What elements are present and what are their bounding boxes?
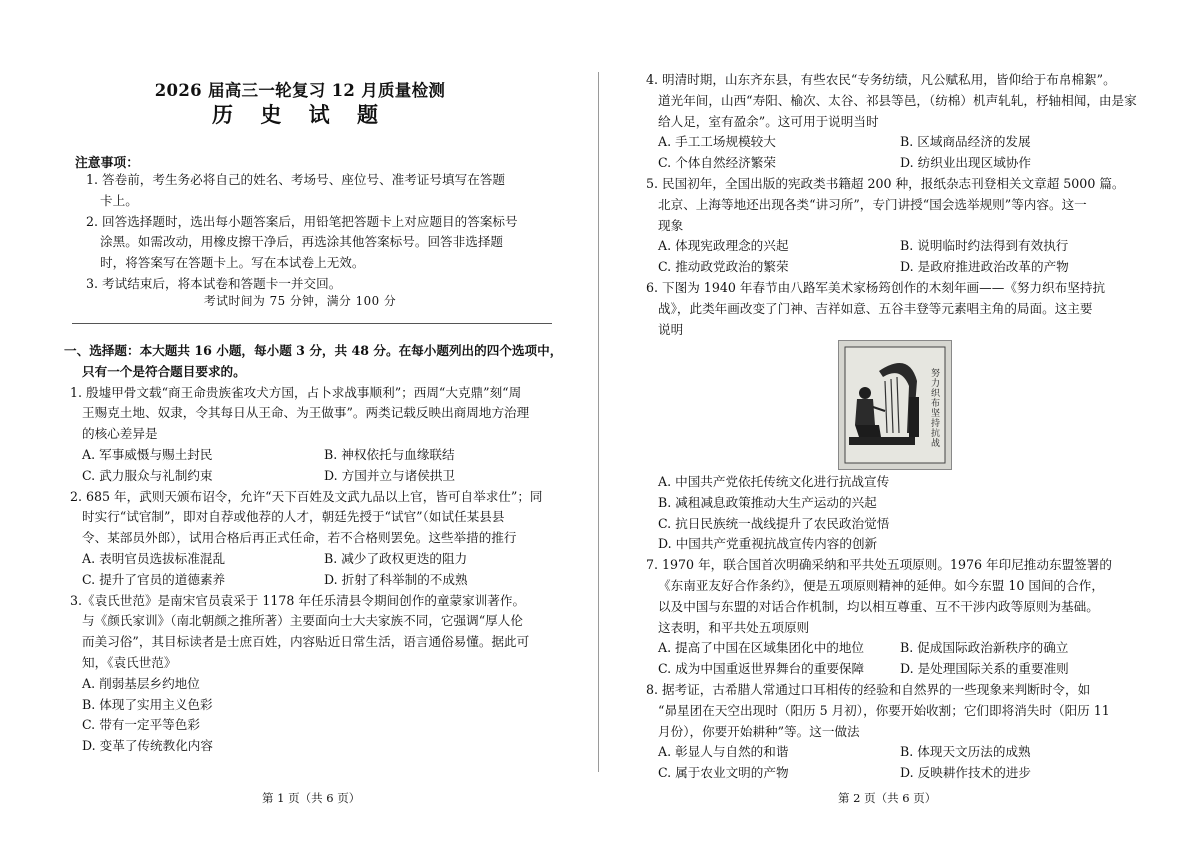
left-column-questions <box>64 341 563 757</box>
q1-option-d[interactable]: D. 方国并立与诸侯拱卫 <box>324 467 455 483</box>
note-line: 1. 答卷前，考生务必将自己的姓名、考场号、座位号、准考证号填写在答题 <box>86 172 506 187</box>
page-number-right: 第 2 页（共 6 页） <box>838 791 937 805</box>
woodcut-caption: 努力织布 坚持抗战 <box>931 369 941 449</box>
q4-option-b[interactable]: B. 区域商品经济的发展 <box>900 134 1031 150</box>
notes-list <box>70 170 560 295</box>
q5-option-c[interactable]: C. 推动政党政治的繁荣 <box>658 259 789 275</box>
right-column-questions-top <box>646 70 1146 340</box>
page-number-left: 第 1 页（共 6 页） <box>262 791 361 805</box>
q1-stem-line: 的核心差异是 <box>82 426 158 442</box>
q7-stem-line: 这表明，和平共处五项原则 <box>658 619 810 635</box>
q8-option-c[interactable]: C. 属于农业文明的产物 <box>658 765 789 781</box>
q2-stem-line: 2. 685 年，武则天颁布诏令，允许“天下百姓及文武九品以上官，皆可自举求仕”；同 <box>70 488 543 504</box>
q1-option-b[interactable]: B. 神权依托与血缘联结 <box>324 446 455 462</box>
q7-options-row <box>646 659 1146 680</box>
q1-stem-line: 王赐克土地、奴隶，令其每日从王命、为王做事”。两类记载反映出商周地方治理 <box>82 405 530 421</box>
q2-option-b[interactable]: B. 减少了政权更迭的阻力 <box>324 550 468 566</box>
q5-stem-line: 北京、上海等地还出现各类“讲习所”，专门讲授“国会选举规则”等内容。这一 <box>658 196 1087 212</box>
q6-option-c[interactable]: C. 抗日民族统一战线提升了农民政治觉悟 <box>658 515 890 531</box>
section-heading-cont: 只有一个是符合题目要求的。 <box>82 363 246 379</box>
q3-option-a[interactable]: A. 削弱基层乡约地位 <box>82 675 200 691</box>
q3-stem-line: 知，《袁氏世范》 <box>82 654 177 670</box>
q5-stem-line: 5. 民国初年，全国出版的宪政类书籍超 200 种，报纸杂志刊登相关文章超 5000 篇。 <box>646 175 1125 191</box>
q7-option-b[interactable]: B. 促成国际政治新秩序的确立 <box>900 640 1069 656</box>
notes-heading: 注意事项： <box>75 156 139 171</box>
q1-option-c[interactable]: C. 武力服众与礼制约束 <box>82 467 213 483</box>
q7-option-a[interactable]: A. 提高了中国在区域集团化中的地位 <box>658 640 865 656</box>
q5-stem-line: 现象 <box>658 217 684 233</box>
subject-title: 历 史 试 题 <box>212 102 388 127</box>
q8-option-b[interactable]: B. 体现天文历法的成熟 <box>900 744 1031 760</box>
exam-title: 2026 届高三一轮复习 12 月质量检测 <box>154 81 446 100</box>
q3-option-d[interactable]: D. 变革了传统教化内容 <box>82 738 213 754</box>
q7-option-c[interactable]: C. 成为中国重返世界舞台的重要保障 <box>658 661 865 677</box>
exam-duration: 考试时间为 75 分钟，满分 100 分 <box>203 294 397 308</box>
q3-stem-line: 与《颜氏家训》（南北朝颜之推所著）主要面向士大夫家族不同，它强调“厚人伦 <box>82 613 523 629</box>
q2-option-d[interactable]: D. 折射了科举制的不成熟 <box>324 571 468 587</box>
q8-stem-line: “昴星团在天空出现时（阳历 5 月初），你要开始收割；它们即将消失时（阳历 11 <box>658 702 1110 718</box>
q3-stem-line: 而美习俗”，其目标读者是士庶百姓，内容贴近日常生活，语言通俗易懂。据此可 <box>82 634 530 650</box>
q4-options-row <box>646 132 1146 153</box>
q4-stem-line: 4. 明清时期，山东齐东县，有些农民“专务纺绩，凡公赋私用，皆仰给于布帛棉絮”。 <box>646 72 1116 87</box>
q2-option-c[interactable]: C. 提升了官员的道德素养 <box>82 571 226 587</box>
q2-stem-line: 令、某部员外郎），试用合格后再正式任命，若不合格则罢免。这些举措的推行 <box>82 530 517 546</box>
note-line: 卡上。 <box>100 192 138 208</box>
note-line: 时，将答案写在答题卡上。写在本试卷上无效。 <box>100 255 365 271</box>
q7-stem-line: 7. 1970 年，联合国首次明确采纳和平共处五项原则。1976 年印尼推动东盟签署的 <box>646 557 1112 573</box>
q2-stem-line: 时实行“试官制”，即对自荐或他荐的人才，朝廷先授于“试官”（如试任某县县 <box>82 509 505 525</box>
q7-stem-line: 《东南亚友好合作条约》，便是五项原则精神的延伸。如今东盟 10 国间的合作， <box>658 577 1104 593</box>
q5-option-a[interactable]: A. 体现宪政理念的兴起 <box>658 238 789 254</box>
q7-option-d[interactable]: D. 是处理国际关系的重要准则 <box>900 661 1069 677</box>
q8-options-row <box>646 763 1146 784</box>
q5-options-row <box>646 236 1146 257</box>
q3-option-c[interactable]: C. 带有一定平等色彩 <box>82 717 200 733</box>
q1-options-row <box>70 445 560 466</box>
q4-stem-line: 给人足，室有盈余”。这可用于说明当时 <box>658 113 879 129</box>
q4-option-c[interactable]: C. 个体自然经济繁荣 <box>658 155 776 171</box>
q2-options-row <box>70 549 560 570</box>
q6-option-d[interactable]: D. 中国共产党重视抗战宣传内容的创新 <box>658 536 878 552</box>
q1-option-a[interactable]: A. 军事威慑与赐土封民 <box>82 446 213 462</box>
q4-option-a[interactable]: A. 手工工场规模较大 <box>658 134 776 150</box>
q8-option-d[interactable]: D. 反映耕作技术的进步 <box>900 765 1031 781</box>
woodcut-image <box>838 340 952 470</box>
q8-options-row <box>646 742 1146 763</box>
q8-stem-line: 月份），你要开始耕种”等。这一做法 <box>658 723 860 739</box>
q5-option-b[interactable]: B. 说明临时约法得到有效执行 <box>900 238 1069 254</box>
q2-option-a[interactable]: A. 表明官员选拔标准混乱 <box>82 550 226 566</box>
q6-option-a[interactable]: A. 中国共产党依托传统文化进行抗战宣传 <box>658 474 890 489</box>
q5-option-d[interactable]: D. 是政府推进政治改革的产物 <box>900 259 1069 275</box>
note-line: 涂黑。如需改动，用橡皮擦干净后，再选涂其他答案标号。回答非选择题 <box>100 234 503 250</box>
q8-option-a[interactable]: A. 彰显人与自然的和谐 <box>658 744 789 760</box>
q6-stem-line: 6. 下图为 1940 年春节由八路军美术家杨筠创作的木刻年画——《努力织布坚持抗 <box>646 279 1106 295</box>
right-column-questions-bottom <box>646 472 1146 784</box>
q7-stem-line: 以及中国与东盟的对话合作机制，均以相互尊重、互不干涉内政等原则为基础。 <box>658 598 1099 614</box>
q4-options-row <box>646 153 1146 174</box>
q4-stem-line: 道光年间，山西“寿阳、榆次、太谷、祁县等邑，（纺棉）机声轧轧，杼轴相闻，由是家 <box>658 92 1137 108</box>
note-line: 2. 回答选择题时，选出每小题答案后，用铅笔把答题卡上对应题目的答案标号 <box>86 213 518 229</box>
q3-stem-line: 3.《袁氏世范》是南宋官员袁采于 1178 年任乐清县令期间创作的童蒙家训著作。 <box>70 592 526 608</box>
q5-options-row <box>646 257 1146 278</box>
section-divider <box>72 323 552 324</box>
q6-stem-line: 说明 <box>658 321 684 337</box>
q6-option-b[interactable]: B. 减租减息政策推动大生产运动的兴起 <box>658 494 877 510</box>
page-divider <box>598 72 599 772</box>
q8-stem-line: 8. 据考证，古希腊人常通过口耳相传的经验和自然界的一些现象来判断时令，如 <box>646 681 1091 697</box>
q3-option-b[interactable]: B. 体现了实用主义色彩 <box>82 696 213 712</box>
q6-stem-line: 战》，此类年画改变了门神、吉祥如意、五谷丰登等元素唱主角的局面。这主要 <box>658 300 1093 316</box>
q7-options-row <box>646 638 1146 659</box>
q1-options-row <box>70 466 560 487</box>
note-line: 3. 考试结束后，将本试卷和答题卡一并交回。 <box>86 275 342 291</box>
section-heading: 一、选择题：本大题共 16 小题，每小题 3 分，共 48 分。在每小题列出的四个选项中， <box>64 343 563 358</box>
q2-options-row <box>70 570 560 591</box>
q4-option-d[interactable]: D. 纺织业出现区域协作 <box>900 155 1031 171</box>
q1-stem-line: 1. 殷墟甲骨文载“商王命贵族雀攻犬方国，占卜求战事顺利”；西周“大克鼎”刻“周 <box>70 384 522 400</box>
